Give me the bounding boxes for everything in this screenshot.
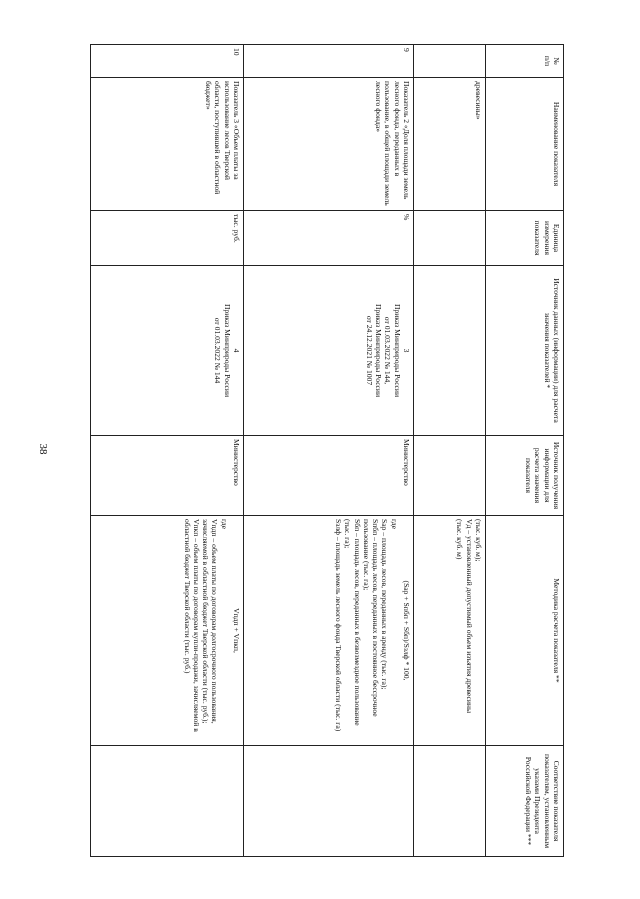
header-compliance: Соответствие показателя показателям, установленным указами Президента Российской Федерации *** <box>486 746 564 857</box>
formula-legend: Sар – площадь лесов, переданных в аренду (тыс. га); Sпбп – площадь лесов, переданных в постоянное бессрочное пользование (тыс. га); Sбп – площадь лесов, переданных в безвозмездное пользование (тыс. га); Sзлф – площадь земель лесного фонда Тверской области (тыс. га) <box>334 519 390 732</box>
table-row <box>244 45 414 857</box>
cell-method <box>244 516 414 746</box>
cell-method: (тыс. куб. м); Vд – установленный допустимый объем изъятия древесины (тыс. куб. м) <box>414 516 486 746</box>
header-num: № п/п <box>486 45 564 78</box>
source-text: Приказ Минприроды России от 01.03.2022 № 144 <box>213 303 232 398</box>
cell-unit <box>414 211 486 266</box>
cell-data-source <box>244 266 414 436</box>
header-row <box>486 45 564 857</box>
header-data-source: Источник данных (информации) для расчета значения показателей * <box>486 266 564 436</box>
header-info-source: Источник получения информации для расчета значения показателя <box>486 436 564 516</box>
table-row <box>91 45 244 857</box>
header-name: Наименование показателя <box>486 78 564 211</box>
cell-compliance <box>244 746 414 857</box>
formula: Vпдп + Vпкп, <box>232 608 241 653</box>
rotated-table-wrapper <box>90 44 564 856</box>
cell-info-source <box>414 436 486 516</box>
cell-num <box>414 45 486 78</box>
page-number: 38 <box>37 443 49 455</box>
formula-legend: Vпдп – объем платы по договорам долгосрочного пользования, зачисляемой в областной бюджет Тверской области (тыс. руб.); Vпкп – объем платы по договорам купли-продажи, зачисляемой в областной бюджет Тверской области (тыс. руб.) <box>182 519 220 732</box>
source-index: 4 <box>232 348 241 353</box>
formula-where: где <box>389 519 399 529</box>
cell-num: 10 <box>91 45 244 78</box>
source-index: 3 <box>402 348 411 353</box>
header-unit: Единица измерения показателя <box>486 211 564 266</box>
cell-info-source: Министерство <box>244 436 414 516</box>
cell-data-source <box>91 266 244 436</box>
cell-compliance <box>414 746 486 857</box>
indicators-table <box>90 44 564 857</box>
formula-where: где <box>219 519 229 529</box>
cell-unit: тыс. руб. <box>91 211 244 266</box>
cell-compliance <box>91 746 244 857</box>
cell-num: 9 <box>244 45 414 78</box>
cell-data-source <box>414 266 486 436</box>
table-row-continued <box>414 45 486 857</box>
source-text: Приказ Минприроды России от 01.03.2022 № 144, Приказ Минприроды России от 24.12.2021 № 1007 <box>365 303 402 398</box>
cell-method <box>91 516 244 746</box>
header-method: Методика расчета показателя ** <box>486 516 564 746</box>
cell-name: древесины» <box>414 78 486 211</box>
formula: (Sар + Sпбп + Sбп)/Sзлф * 100, <box>402 580 411 681</box>
cell-name: Показатель 3 «Объем платы за использование лесов Тверской области, поступившей в областной бюджет» <box>91 78 244 211</box>
cell-unit: % <box>244 211 414 266</box>
cell-name: Показатель 2 «Доля площади земель лесного фонда, переданных в пользование, в общей площади земель лесного фонда» <box>244 78 414 211</box>
cell-info-source: Министерство <box>91 436 244 516</box>
